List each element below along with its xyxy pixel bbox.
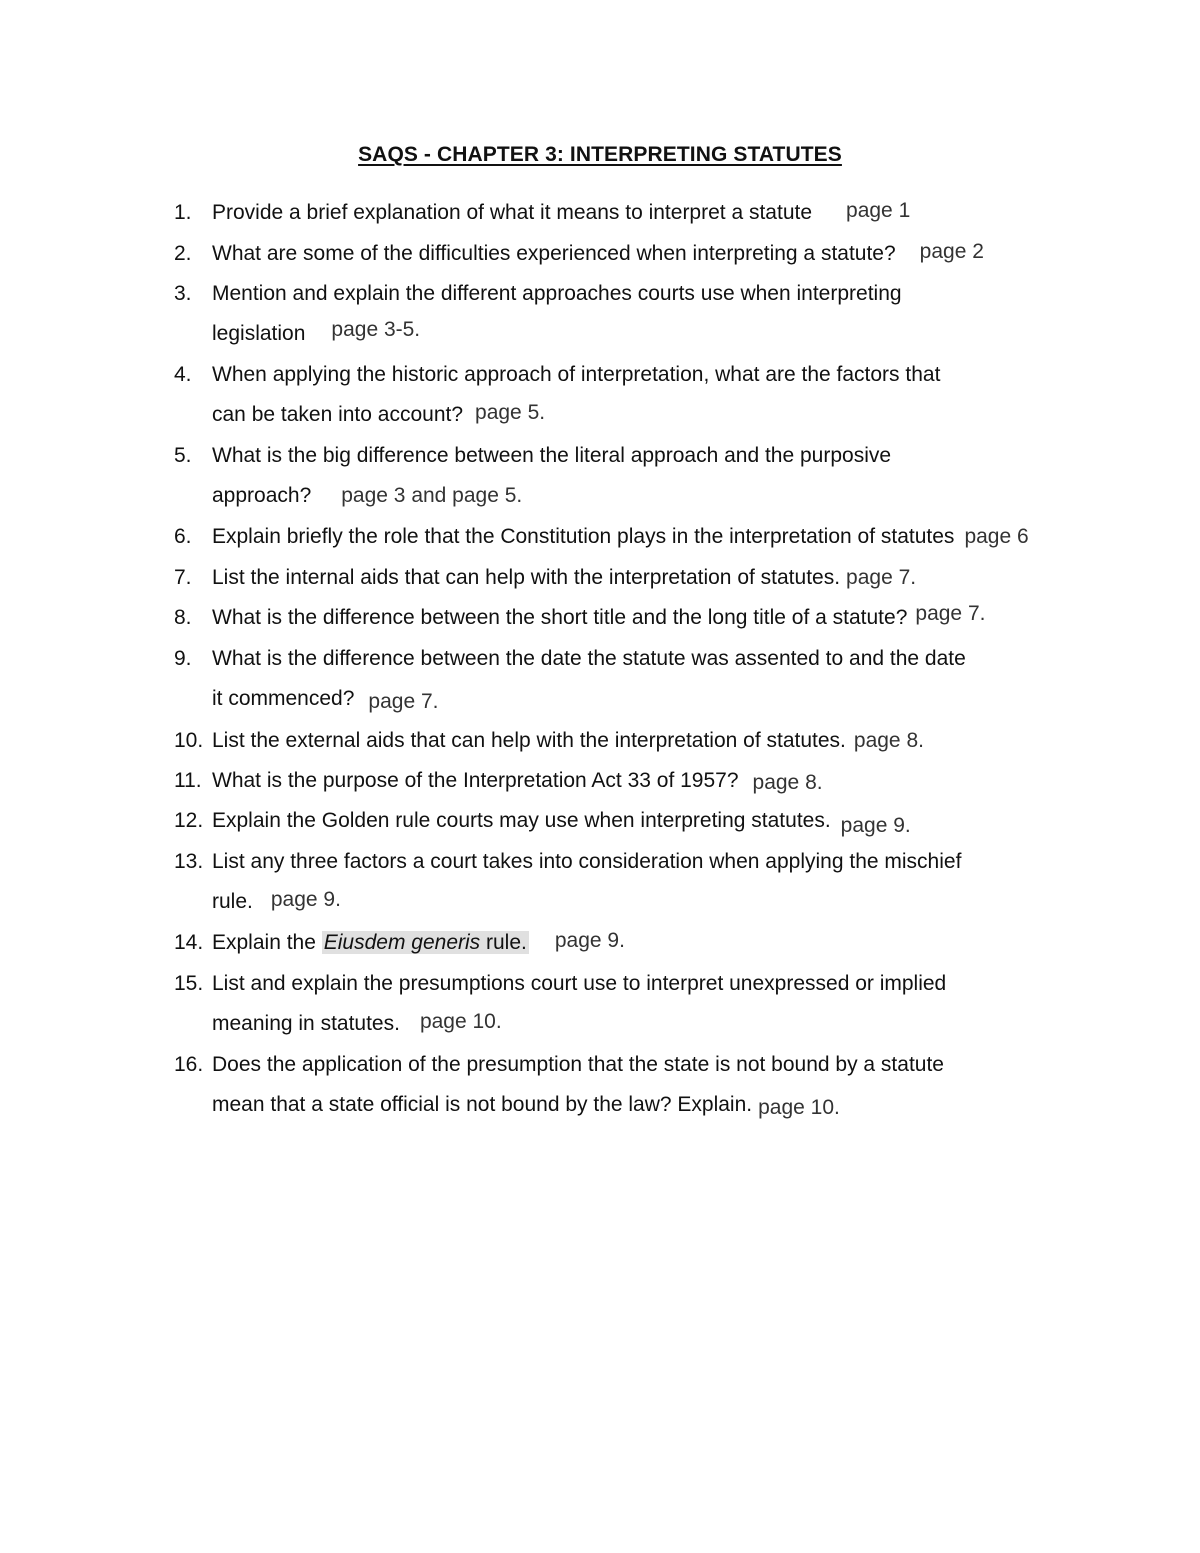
- page-reference: page 9.: [554, 929, 625, 952]
- list-item: [0, 198, 1200, 228]
- item-text-prefix: Explain the: [212, 931, 322, 954]
- item-text: meaning in statutes.: [212, 1012, 400, 1035]
- italic-term: Eiusdem generis: [323, 931, 481, 954]
- item-number: 14.: [174, 931, 204, 954]
- item-number: 11.: [174, 769, 202, 792]
- item-text: When applying the historic approach of interpretation, what are the factors that: [212, 363, 941, 386]
- item-number: 2.: [174, 242, 192, 265]
- item-text: What is the difference between the date the statute was assented to and the date: [212, 647, 966, 670]
- item-number: 6.: [174, 525, 192, 548]
- item-number: 12.: [174, 809, 204, 832]
- list-item: [0, 279, 1200, 309]
- item-number: 16.: [174, 1053, 204, 1076]
- list-item: [0, 847, 1200, 877]
- item-text: rule.: [212, 890, 253, 913]
- list-item: [0, 928, 1200, 958]
- item-text-suffix: rule.: [480, 931, 527, 954]
- item-text: What is the big difference between the literal approach and the purposive: [212, 444, 892, 467]
- page-reference: page 10.: [419, 1010, 502, 1033]
- item-number: 4.: [174, 363, 192, 386]
- item-text: Does the application of the presumption that the state is not bound by a statute: [212, 1053, 944, 1076]
- page-reference: page 10.: [758, 1096, 840, 1119]
- item-number: 8.: [174, 606, 192, 629]
- highlighted-term: [322, 931, 529, 954]
- page-reference: page 9.: [840, 814, 911, 837]
- item-text: What are some of the difficulties experienced when interpreting a statute?: [212, 242, 896, 265]
- item-text: List the internal aids that can help with the interpretation of statutes.: [212, 566, 841, 589]
- page-reference: page 7.: [915, 602, 986, 625]
- item-text: it commenced?: [212, 687, 355, 710]
- item-text: Explain briefly the role that the Constitution plays in the interpretation of statutes: [212, 525, 955, 548]
- item-number: 9.: [174, 647, 192, 670]
- item-number: 15.: [174, 972, 204, 995]
- list-item-continuation: [0, 400, 1200, 430]
- item-text: List the external aids that can help with the interpretation of statutes.: [212, 729, 846, 752]
- list-item-continuation: [0, 319, 1200, 349]
- page-reference: page 2: [919, 240, 984, 263]
- item-text: Explain the Golden rule courts may use when interpreting statutes.: [212, 809, 831, 832]
- page-reference: page 5.: [475, 401, 546, 424]
- list-item: [0, 239, 1200, 269]
- list-item: [0, 563, 1200, 593]
- list-item: [0, 522, 1200, 552]
- list-item-continuation: [0, 481, 1200, 511]
- page-reference: page 9.: [270, 888, 341, 911]
- item-number: 3.: [174, 282, 192, 305]
- page-reference: page 7.: [368, 690, 439, 713]
- item-text: What is the purpose of the Interpretation Act 33 of 1957?: [212, 769, 739, 792]
- item-text: List any three factors a court takes into consideration when applying the mischief: [212, 850, 962, 873]
- list-item: [0, 360, 1200, 390]
- item-number: 13.: [174, 850, 204, 873]
- list-item: [0, 441, 1200, 471]
- list-item: [0, 766, 1200, 796]
- page-reference: page 7.: [846, 566, 917, 589]
- page-reference: page 8.: [853, 729, 924, 752]
- page-title: SAQS - CHAPTER 3: INTERPRETING STATUTES: [358, 143, 842, 166]
- list-item: [0, 726, 1200, 756]
- page-reference: page 3-5.: [331, 318, 421, 341]
- item-text: mean that a state official is not bound by the law? Explain.: [212, 1093, 753, 1116]
- list-item-continuation: [0, 684, 1200, 714]
- page-reference: page 6: [964, 525, 1029, 548]
- item-text: can be taken into account?: [212, 403, 464, 426]
- item-text: approach?: [212, 484, 312, 507]
- item-text: List and explain the presumptions court use to interpret unexpressed or implied: [212, 972, 947, 995]
- item-text: Mention and explain the different approaches courts use when interpreting: [212, 282, 902, 305]
- item-text: legislation: [212, 322, 306, 345]
- list-item-continuation: [0, 1009, 1200, 1039]
- item-number: 5.: [174, 444, 192, 467]
- page-reference: page 1: [846, 199, 911, 222]
- list-item: [0, 806, 1200, 836]
- list-item: [0, 644, 1200, 674]
- list-item: [0, 969, 1200, 999]
- item-text: Provide a brief explanation of what it means to interpret a statute: [212, 201, 813, 224]
- item-number: 1.: [174, 201, 192, 224]
- item-number: 10.: [174, 729, 204, 752]
- item-number: 7.: [174, 566, 192, 589]
- item-text: What is the difference between the short title and the long title of a statute?: [212, 606, 908, 629]
- list-item: [0, 603, 1200, 633]
- list-item: [0, 1050, 1200, 1080]
- page-reference: page 8.: [752, 771, 823, 794]
- list-item-continuation: [0, 1090, 1200, 1120]
- page-reference: page 3 and page 5.: [341, 484, 523, 507]
- list-item-continuation: [0, 887, 1200, 917]
